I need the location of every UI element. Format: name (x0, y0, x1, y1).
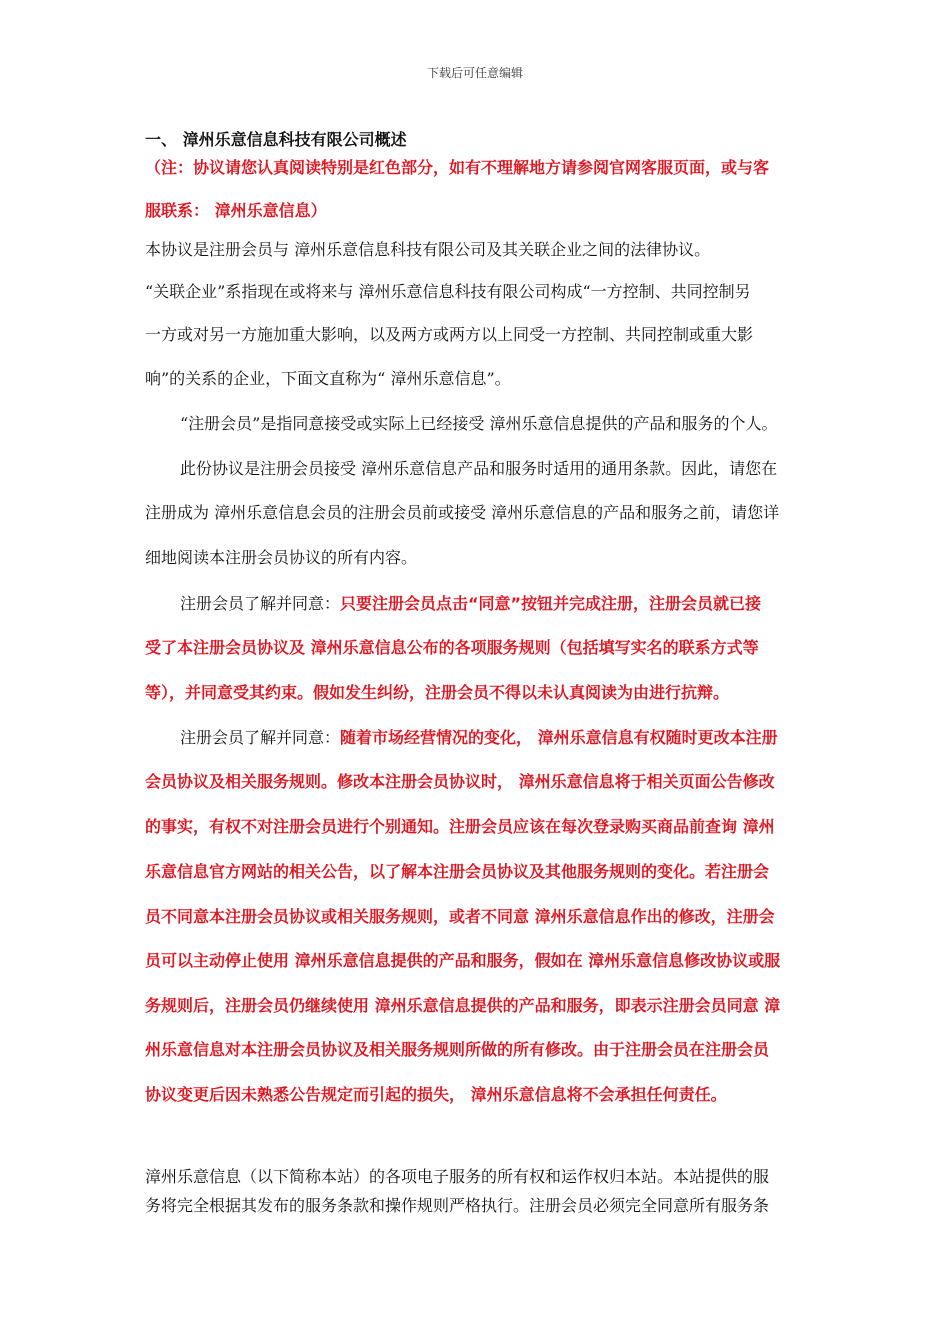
ownership-line: 务将完全根据其发布的服务条款和操作规则严格执行。注册会员必须完全同意所有服务条 (145, 1196, 770, 1215)
general-line: 此份协议是注册会员接受 漳州乐意信息产品和服务时适用的通用条款。因此，请您在 (180, 459, 778, 478)
agree2-line: 乐意信息官方网站的相关公告，以了解本注册会员协议及其他服务规则的变化。若注册会 (145, 862, 770, 881)
agree2-line: 的事实，有权不对注册会员进行个别通知。注册会员应该在每次登录购买商品前查询 漳州 (145, 817, 775, 836)
note-line: 服联系： 漳州乐意信息） (145, 201, 327, 220)
page-header: 下载后可任意编辑 (426, 66, 523, 80)
ownership-line: 漳州乐意信息（以下简称本站）的各项电子服务的所有权和运作权归本站。本站提供的服 (145, 1167, 770, 1186)
agree2-first: 随着市场经营情况的变化， 漳州乐意信息有权随时更改本注册 (340, 728, 778, 747)
general-line: 注册成为 漳州乐意信息会员的注册会员前或接受 漳州乐意信息的产品和服务之前，请您详 (145, 503, 780, 522)
member-definition: “注册会员”是指同意接受或实际上已经接受 漳州乐意信息提供的产品和服务的个人。 (180, 414, 778, 433)
agree1-line: 受了本注册会员协议及 漳州乐意信息公布的各项服务规则（包括填写实名的联系方式等 (145, 638, 759, 657)
agree2-prefix: 注册会员了解并同意： (180, 728, 341, 747)
section-heading: 一、 漳州乐意信息科技有限公司概述 (145, 130, 407, 149)
agree2-first-line (180, 725, 778, 748)
agree2-line: 州乐意信息对本注册会员协议及相关服务规则所做的所有修改。由于注册会员在注册会员 (145, 1040, 770, 1059)
agree1-prefix: 注册会员了解并同意： (180, 594, 341, 613)
agree2-line: 务规则后，注册会员仍继续使用 漳州乐意信息提供的产品和服务，即表示注册会员同意 漳 (145, 996, 781, 1015)
intro-line: “关联企业”系指现在或将来与 漳州乐意信息科技有限公司构成“一方控制、共同控制另 (145, 282, 751, 301)
agree2-line: 会员协议及相关服务规则。修改本注册会员协议时， 漳州乐意信息将于相关页面公告修改 (145, 772, 775, 791)
agree1-line: 等），并同意受其约束。假如发生纠纷，注册会员不得以未认真阅读为由进行抗辩。 (145, 683, 730, 702)
note-line: （注：协议请您认真阅读特别是红色部分，如有不理解地方请参阅官网客服页面，或与客 (145, 158, 770, 177)
intro-line: 响”的关系的企业，下面文直称为“ 漳州乐意信息”。 (145, 369, 511, 388)
agree2-line: 员不同意本注册会员协议或相关服务规则，或者不同意 漳州乐意信息作出的修改，注册会 (145, 907, 775, 926)
agree1-first: 只要注册会员点击“同意”按钮并完成注册，注册会员就已接 (340, 594, 762, 613)
agree2-line: 协议变更后因未熟悉公告规定而引起的损失， 漳州乐意信息将不会承担任何责任。 (145, 1085, 727, 1104)
agree2-line: 员可以主动停止使用 漳州乐意信息提供的产品和服务，假如在 漳州乐意信息修改协议或服 (145, 951, 781, 970)
intro-line: 一方或对另一方施加重大影响，以及两方或两方以上同受一方控制、共同控制或重大影 (145, 325, 754, 344)
agree1-first-line (180, 591, 761, 614)
intro-line: 本协议是注册会员与 漳州乐意信息科技有限公司及其关联企业之间的法律协议。 (145, 240, 711, 259)
general-line: 细地阅读本注册会员协议的所有内容。 (145, 548, 418, 567)
